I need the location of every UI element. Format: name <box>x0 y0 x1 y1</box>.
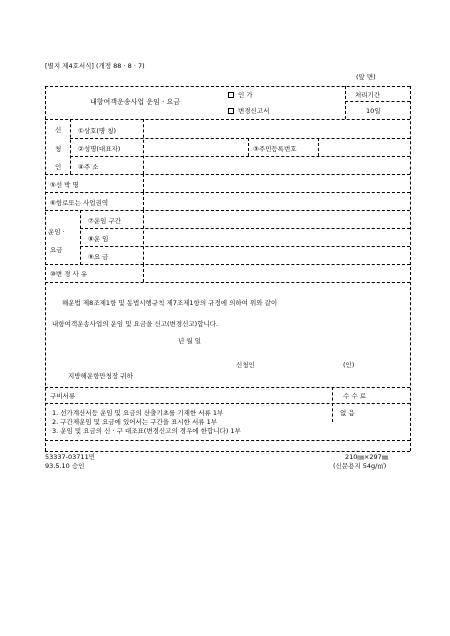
seal-mark: (인) <box>343 361 355 369</box>
attachment-item-1: 1. 선가계산서등 운임 및 요금의 산출기초를 기재한 서류 1부 <box>52 409 224 417</box>
applicant-char-1: 신 <box>55 126 62 134</box>
statement-line-1: 해운법 제8조제1항 및 동법시행규칙 제7조제1항의 규정에 의하여 위와 같이 <box>62 299 278 307</box>
page-side-label: (앞 면) <box>356 73 376 81</box>
applicant-label-divider <box>143 119 144 174</box>
date-line: 년 월 일 <box>178 337 201 345</box>
attachment-item-3: 3. 운임 및 요금의 신 · 구 대조표(변경신고의 경우에 한합니다) 1부 <box>52 427 241 435</box>
form-top-border <box>45 86 410 87</box>
form-number: [별지 제4호서식] (개정 88 · 8 · 7) <box>45 62 145 70</box>
processing-period-label: 처리기간 <box>355 91 381 99</box>
form-left-border <box>45 86 46 451</box>
fare-bottom-line <box>45 264 410 265</box>
processing-divider <box>345 86 346 119</box>
statement-bottom-line <box>45 387 410 388</box>
form-title: 내항여객운송사업 운임 · 요금 <box>90 98 181 106</box>
paper-type: (신문용지 54g/㎡) <box>333 462 387 470</box>
applicant-char-3: 인 <box>55 163 62 171</box>
change-report-option-label: 변경신고서 <box>238 107 270 115</box>
applicant-signature-label: 신청인 <box>236 361 255 369</box>
required-documents-heading: 구비서류 <box>50 392 76 400</box>
ship-name-label: ⑤선 박 명 <box>50 181 79 189</box>
processing-period-value: 10일 <box>366 107 381 115</box>
fare-row-line-1 <box>80 228 410 229</box>
ship-name-bottom-line <box>45 192 410 193</box>
attachment-item-2: 2. 구간제운임 및 요금에 있어서는 구간을 표시한 서류 1부 <box>52 418 218 426</box>
approval-checkbox[interactable] <box>228 92 234 98</box>
change-reason-divider <box>143 264 144 282</box>
fee-label: 수 수 료 <box>343 392 366 400</box>
charge-label: ⑨요 금 <box>88 253 109 261</box>
address-label: ④주 소 <box>78 163 99 171</box>
statement-line-2: 내항여객운송사업의 운임 및 요금을 신고(변경신고)합니다. <box>52 320 219 328</box>
applicant-bottom-line <box>45 174 410 175</box>
form-code: 53337-03711민 <box>45 453 95 461</box>
paper-size: 210㎜×297㎜ <box>345 453 389 461</box>
route-area-divider <box>143 192 144 210</box>
change-reason-label: ⑩변 경 사 유 <box>50 270 88 278</box>
fee-divider <box>332 387 333 422</box>
attachments-bottom-line <box>45 440 410 441</box>
applicant-row-line-1 <box>70 138 410 139</box>
recipient-label: 지방해운항만청장 귀하 <box>68 372 133 380</box>
resident-number-divider <box>248 138 249 156</box>
route-area-bottom-line <box>45 210 410 211</box>
ship-name-divider <box>143 174 144 192</box>
approval-option-label: 인 가 <box>238 91 253 99</box>
approval-date: 93.5.10 승인 <box>45 462 85 470</box>
fare-group-label-2: 요금 <box>50 246 63 254</box>
fare-group-label-1: 운임 · <box>48 228 65 236</box>
change-reason-bottom-line <box>45 282 410 283</box>
attachments-heading-line <box>45 403 410 404</box>
fare-label: ⑧운 임 <box>88 235 109 243</box>
trade-name-label: ①상호(명 칭) <box>78 127 117 135</box>
form-bottom-border <box>45 451 410 452</box>
fare-section-label: ⑦운임 구간 <box>88 217 122 225</box>
processing-row-divider <box>345 101 410 102</box>
resident-number-label: ③주민등록번호 <box>253 145 297 153</box>
change-report-checkbox[interactable] <box>228 108 234 114</box>
title-bottom-line <box>45 119 410 120</box>
fare-group-divider <box>80 210 81 265</box>
applicant-side-divider <box>70 119 71 174</box>
applicant-row-line-2 <box>70 156 410 157</box>
form-right-border <box>410 86 411 451</box>
route-area-label: ⑥항로또는 사업권역 <box>50 199 109 207</box>
resident-number-value-divider <box>318 138 319 156</box>
fare-row-line-2 <box>80 246 410 247</box>
applicant-char-2: 청 <box>55 145 62 153</box>
fare-label-divider <box>143 210 144 265</box>
fee-value: 없 음 <box>340 409 355 417</box>
representative-name-label: ②성명(대표자) <box>78 145 121 153</box>
